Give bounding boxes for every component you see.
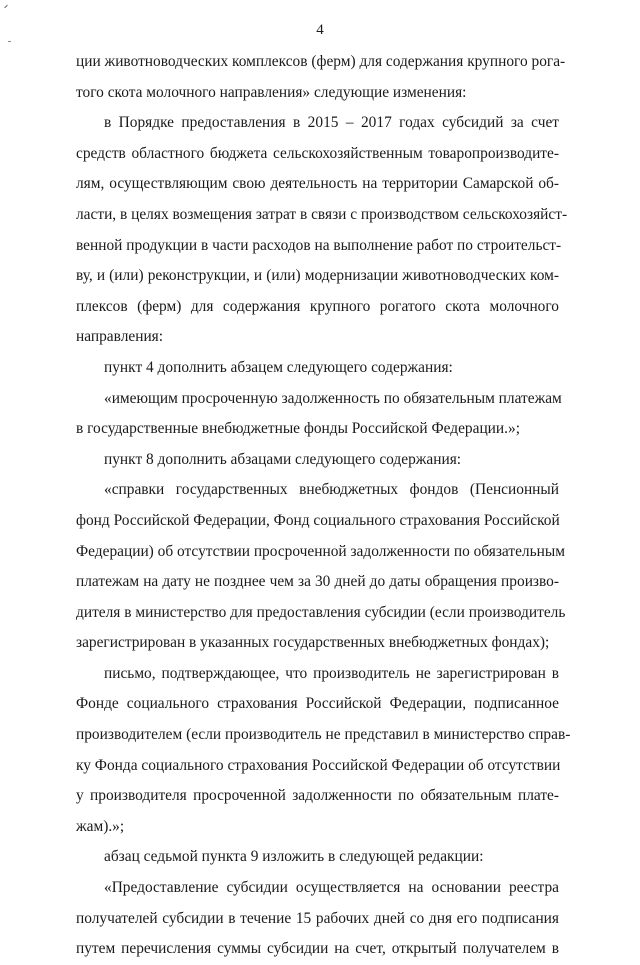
text-line: средств областного бюджета сельскохозяйственным товаропроизводите- xyxy=(76,144,559,162)
text-line: получателей субсидии в течение 15 рабочих дней со дня его подписания xyxy=(76,909,559,927)
text-line: жам).»; xyxy=(76,817,125,835)
text-line: ласти, в целях возмещения затрат в связи с производством сельскохозяйст- xyxy=(76,205,568,223)
text-line: направления: xyxy=(76,328,164,346)
text-line: венной продукции в части расходов на выполнение работ по строительст- xyxy=(76,236,562,254)
text-line: пункт 4 дополнить абзацем следующего содержания: xyxy=(104,358,453,376)
scan-mark xyxy=(4,5,8,9)
text-line: путем перечисления суммы субсидии на счет, открытый получателем в xyxy=(76,940,559,958)
scan-mark xyxy=(8,41,11,42)
text-line: ку Фонда социального страхования Российской Федерации об отсутствии xyxy=(76,756,561,774)
text-line: платежам на дату не позднее чем за 30 дней до даты обращения произво- xyxy=(76,573,559,591)
text-line: того скота молочного направления» следующие изменения: xyxy=(76,83,467,101)
text-line: фонд Российской Федерации, Фонд социального страхования Российской xyxy=(76,511,560,529)
text-line: ву, и (или) реконструкции, и (или) модернизации животноводческих ком- xyxy=(76,267,559,285)
text-line: в государственные внебюджетные фонды Российской Федерации.»; xyxy=(76,420,520,438)
text-line: Фонде социального страхования Российской Федерации, подписанное xyxy=(76,695,559,713)
text-line: «справки государственных внебюджетных фондов (Пенсионный xyxy=(104,481,559,499)
text-line: лям, осуществляющим свою деятельность на территории Самарской об- xyxy=(76,175,559,193)
text-line: плексов (ферм) для содержания крупного рогатого скота молочного xyxy=(76,297,559,315)
document-body xyxy=(76,47,571,965)
text-line: «имеющим просроченную задолженность по обязательным платежам xyxy=(104,389,562,407)
text-line: Федерации) об отсутствии просроченной задолженности по обязательным xyxy=(76,542,565,560)
text-line: «Предоставление субсидии осуществляется на основании реестра xyxy=(104,879,559,897)
text-line: письмо, подтверждающее, что производитель не зарегистрирован в xyxy=(104,664,559,682)
text-line: дителя в министерство для предоставления субсидии (если производитель xyxy=(76,603,566,621)
text-line: у производителя просроченной задолженности по обязательным плате- xyxy=(76,787,559,805)
text-line: пункт 8 дополнить абзацами следующего содержания: xyxy=(104,450,462,468)
text-line: абзац седьмой пункта 9 изложить в следующей редакции: xyxy=(104,848,484,866)
text-line: в Порядке предоставления в 2015 – 2017 годах субсидий за счет xyxy=(104,114,559,132)
text-line: производителем (если производитель не представил в министерство справ- xyxy=(76,726,571,744)
text-line: ции животноводческих комплексов (ферм) для содержания крупного рога- xyxy=(76,53,566,70)
text-line: зарегистрирован в указанных государственных внебюджетных фондах); xyxy=(76,634,550,652)
page-number: 4 xyxy=(316,22,324,38)
